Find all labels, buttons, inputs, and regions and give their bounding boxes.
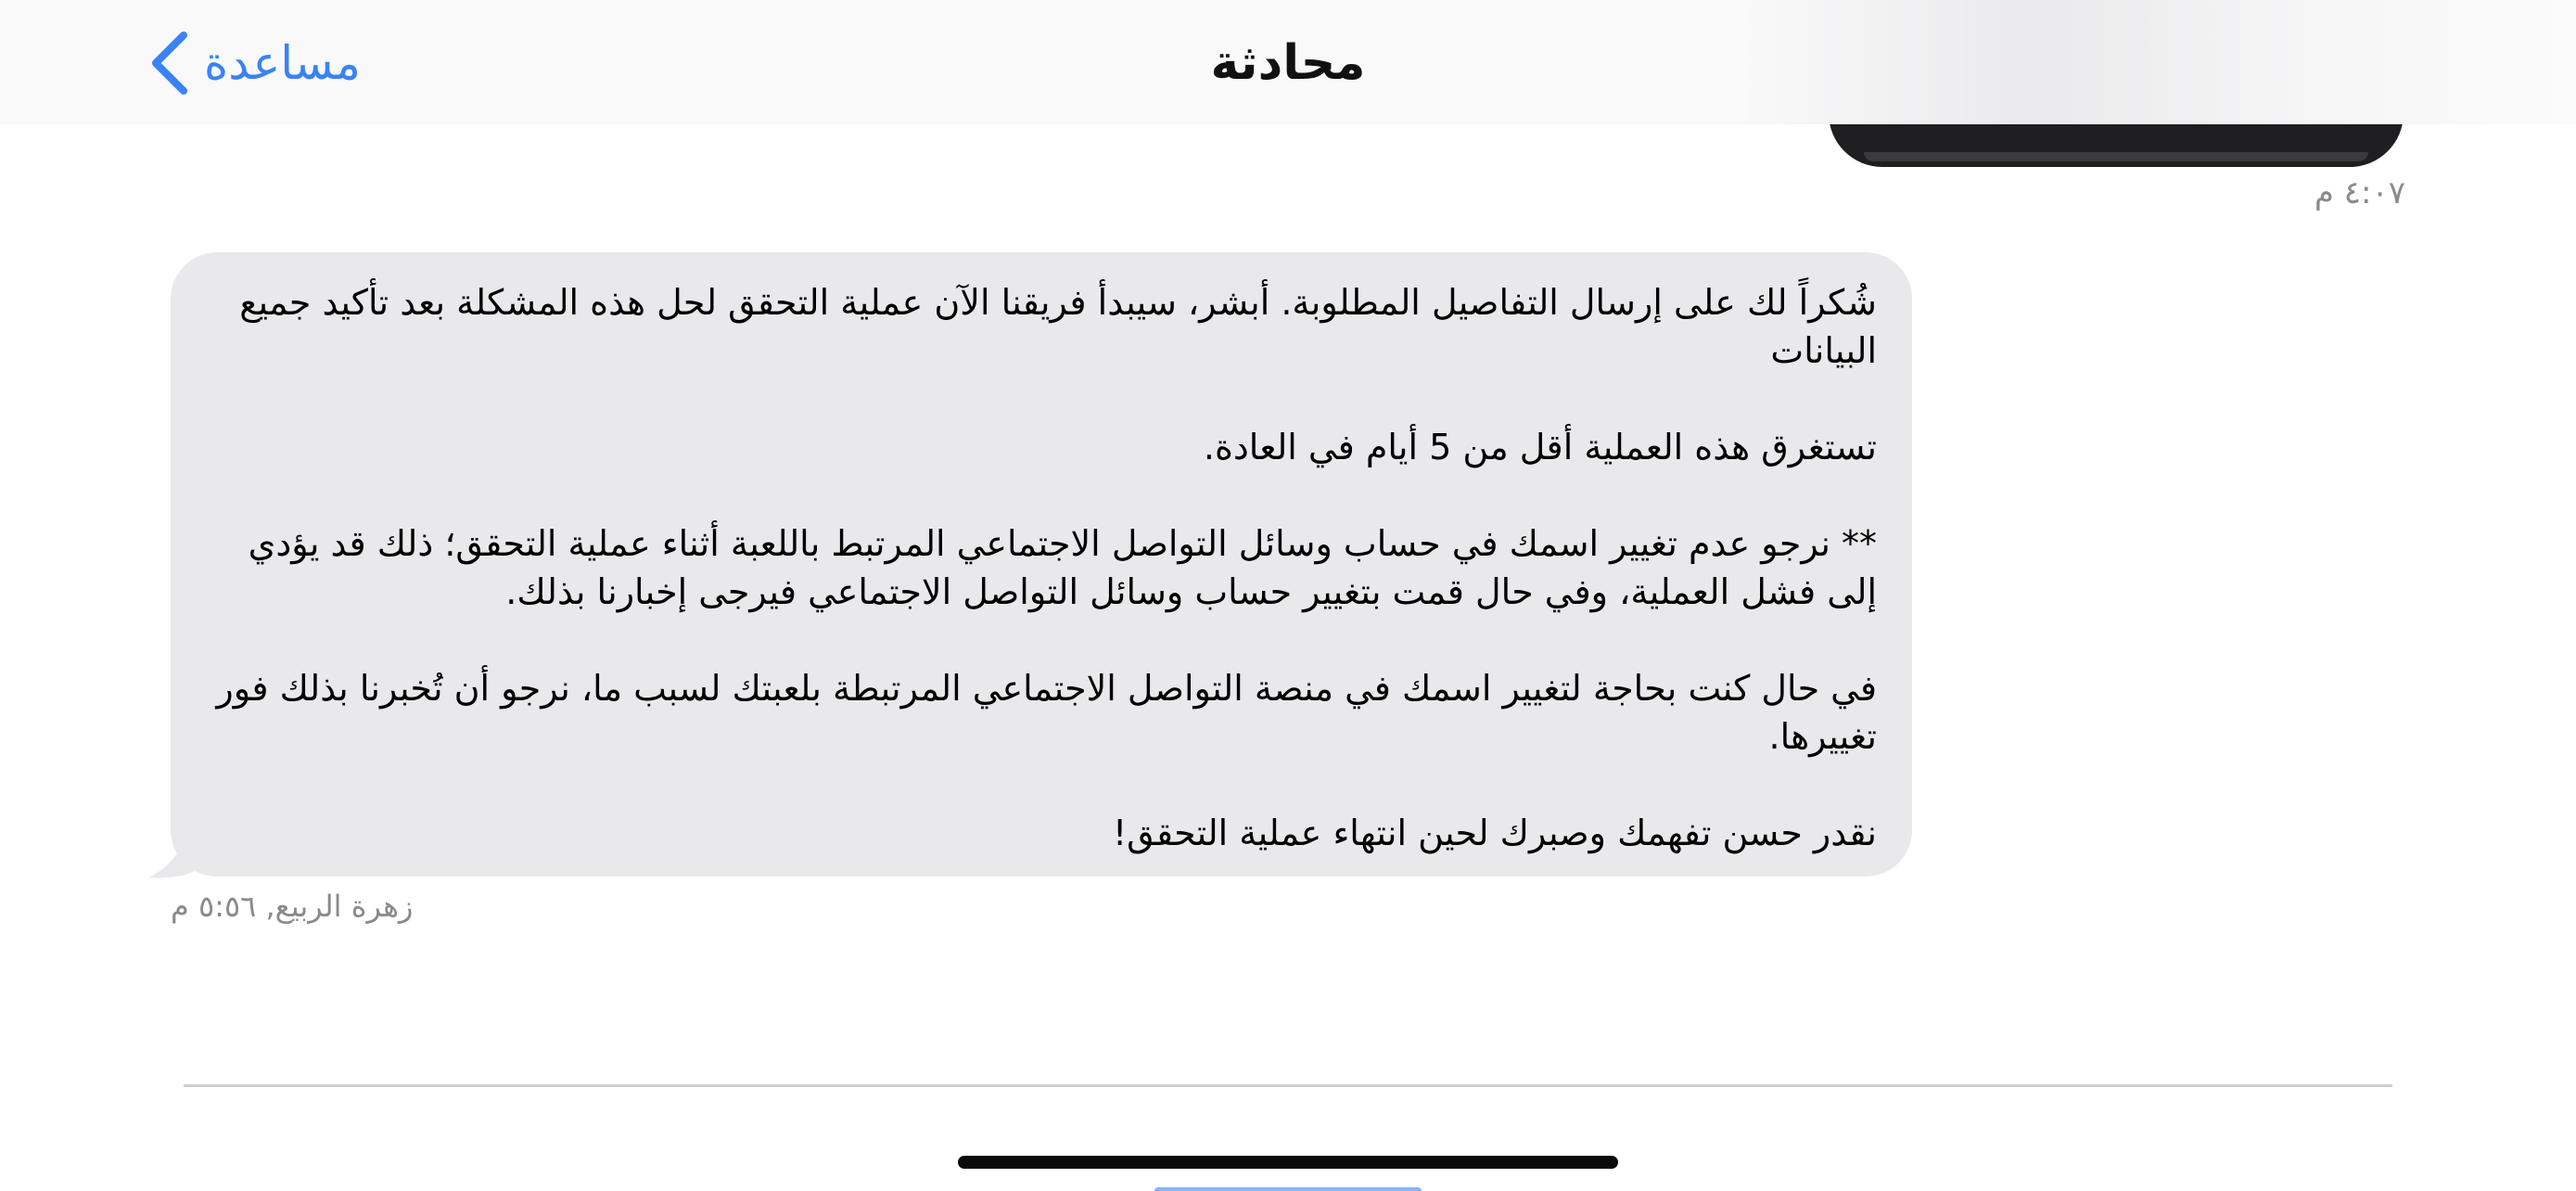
message-paragraph: في حال كنت بحاجة لتغيير اسمك في منصة التواصل الاجتماعي المرتبطة بلعبتك لسبب ما، نرجو أن تُخبرنا بذلك فور تغييرها. [216, 668, 1877, 757]
message-paragraph: تستغرق هذه العملية أقل من 5 أيام في العادة. [1203, 427, 1877, 467]
message-text [215, 278, 1877, 857]
previous-message-timestamp: ٤:٠٧ م [2314, 174, 2405, 211]
previous-message-edge [1864, 152, 2368, 161]
home-indicator[interactable] [958, 1156, 1618, 1169]
back-label: مساعدة [204, 36, 361, 90]
composer-divider [184, 1084, 2392, 1087]
message-paragraph: شُكراً لك على إرسال التفاصيل المطلوبة. أبشر، سيبدأ فريقنا الآن عملية التحقق لحل هذه المشكلة بعد تأكيد جميع البيانات [239, 282, 1877, 371]
sender-name-and-time: زهرة الربيع, ٥:٥٦ م [171, 889, 414, 924]
message-paragraph: ** نرجو عدم تغيير اسمك في حساب وسائل التواصل الاجتماعي المرتبط باللعبة أثناء عملية التحقق؛ ذلك قد يؤدي إلى فشل العملية، وفي حال قمت بتغيير حساب وسائل التواصل الاجتماعي فيرجى إخبارنا بذلك. [248, 523, 1877, 612]
bottom-control-peek [1154, 1187, 1422, 1191]
page-title: محادثة [1210, 35, 1366, 91]
message-paragraph: نقدر حسن تفهمك وصبرك لحين انتهاء عملية التحقق! [1112, 813, 1877, 853]
incoming-message-bubble[interactable] [171, 252, 1912, 877]
